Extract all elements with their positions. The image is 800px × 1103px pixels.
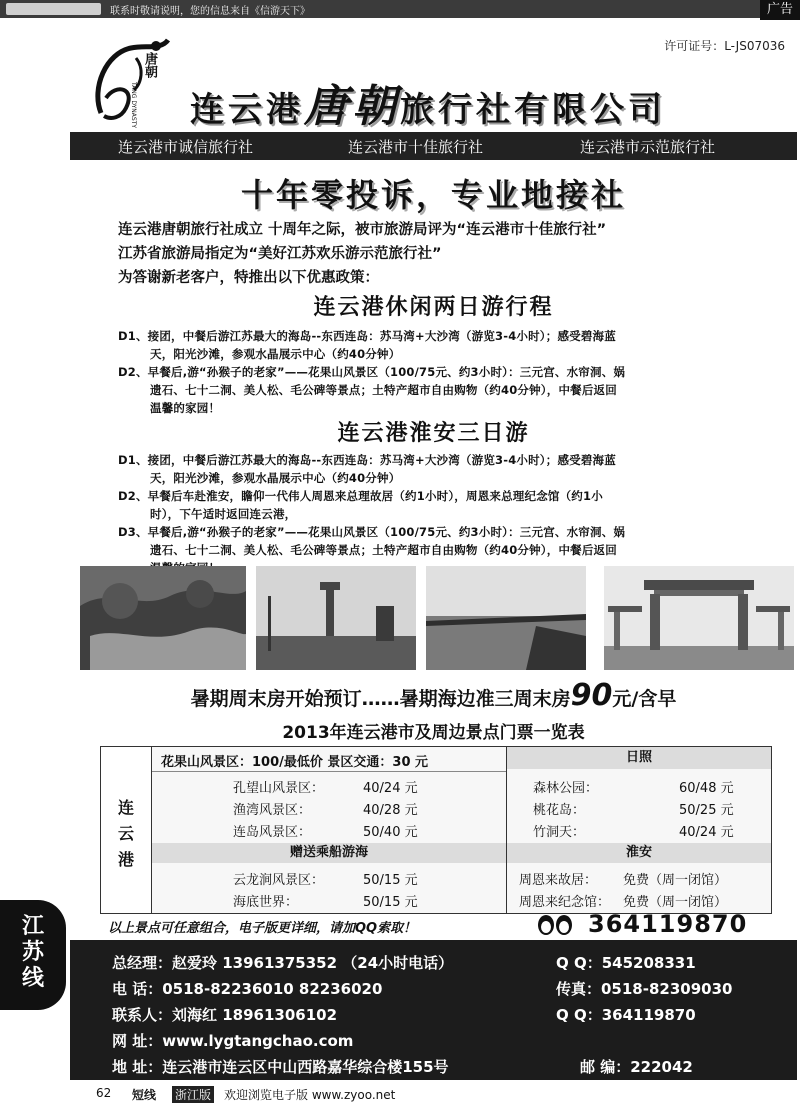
phone-line: 电 话：0518-82236010 82236020 bbox=[112, 980, 383, 998]
photo-rocky-coast bbox=[80, 566, 246, 670]
page-number: 62 bbox=[96, 1086, 112, 1100]
intro-line-3: 为答谢新老客户，特推出以下优惠政策： bbox=[118, 270, 379, 286]
contact-panel bbox=[70, 940, 797, 1080]
boat-price: 50/15 元 bbox=[363, 895, 418, 910]
honor-3: 连云港市示范旅行社 bbox=[580, 138, 716, 156]
rizhao-price: 50/25 元 bbox=[679, 803, 734, 818]
photo-seawall bbox=[426, 566, 586, 670]
photo-stone-archway bbox=[604, 566, 794, 670]
fax-line: 传真：0518-82309030 bbox=[556, 980, 733, 998]
route2-line: D3、早餐后,游“孙猴子的老家”——花果山风景区（100/75元、约3小时）：三元宫、水帘洞、娲 bbox=[118, 525, 626, 539]
ticket-table bbox=[100, 746, 772, 914]
intro-line-1: 连云港唐朝旅行社成立 十周年之际，被市旅游局评为“连云港市十佳旅行社” bbox=[118, 222, 607, 238]
promo-price: 90 bbox=[570, 678, 613, 713]
top-note: 联系时敬请说明，您的信息来自《信游天下》 bbox=[110, 6, 310, 17]
route2-title: 连云港淮安三日游 bbox=[337, 421, 530, 446]
route1-line: 天，阳光沙滩，参观水晶展示中心（约40分钟） bbox=[150, 347, 401, 361]
route1-line: 遗石、七十二洞、美人松、毛公碑等景点；土特产超市自由购物（约40分钟），中餐后返回 bbox=[150, 383, 617, 397]
lyg-price: 40/24 元 bbox=[363, 781, 418, 796]
huaguoshan-price: 花果山风景区：100/最低价 景区交通：30 元 bbox=[161, 755, 429, 770]
route1-title: 连云港休闲两日游行程 bbox=[313, 295, 554, 320]
ticket-table-title: 2013年连云港市及周边景点门票一览表 bbox=[282, 723, 585, 743]
lyg-name: 孔望山风景区： bbox=[233, 781, 325, 796]
rizhao-name: 竹洞天： bbox=[533, 825, 586, 840]
huaian-header: 淮安 bbox=[507, 843, 771, 863]
footer-note: 欢迎浏览电子版 www.zyoo.net bbox=[224, 1088, 396, 1102]
website-line: 网 址：www.lygtangchao.com bbox=[112, 1032, 354, 1050]
huaian-name: 周恩来故居： bbox=[519, 873, 598, 888]
route1-line: D1、接团，中餐后游江苏最大的海岛--东西连岛：苏马湾+大沙湾（游览3-4小时）；感受碧海蓝 bbox=[118, 329, 616, 343]
route1-line: 温馨的家园！ bbox=[150, 401, 221, 415]
route2-line: D1、接团，中餐后游江苏最大的海岛--东西连岛：苏马湾+大沙湾（游览3-4小时）；感受碧海蓝 bbox=[118, 453, 616, 467]
logo-subtext: TANG DYNASTY bbox=[130, 82, 137, 129]
company-prefix: 连云港 bbox=[190, 90, 304, 130]
lyg-price: 50/40 元 bbox=[363, 825, 418, 840]
logo-text: 唐朝 bbox=[142, 52, 157, 78]
photo-promenade bbox=[256, 566, 416, 670]
rizhao-price: 60/48 元 bbox=[679, 781, 734, 796]
company-name bbox=[190, 70, 666, 134]
page-footer bbox=[0, 1084, 800, 1102]
side-tab-jiangsu bbox=[0, 900, 66, 1010]
qq-number: 364119870 bbox=[588, 910, 748, 938]
ad-frame bbox=[70, 22, 797, 1080]
region-lianyungang bbox=[101, 747, 152, 913]
route2-line: D2、早餐后车赴淮安，瞻仰一代伟人周恩来总理故居（约1小时），周恩来总理纪念馆（约1小 bbox=[118, 489, 603, 503]
rizhao-price: 40/24 元 bbox=[679, 825, 734, 840]
intro-line-2: 江苏省旅游局指定为“美好江苏欢乐游示范旅行社” bbox=[118, 246, 442, 262]
license-number: 许可证号：L-JS07036 bbox=[664, 39, 785, 53]
rizhao-name: 森林公园： bbox=[533, 781, 599, 796]
route2-line: 天，阳光沙滩，参观水晶展示中心（约40分钟） bbox=[150, 471, 401, 485]
boat-price: 50/15 元 bbox=[363, 873, 418, 888]
top-bar bbox=[0, 0, 800, 18]
boat-name: 云龙涧风景区： bbox=[233, 873, 325, 888]
publication-logo bbox=[6, 3, 101, 15]
side-tab-text: 江 苏 线 bbox=[21, 914, 44, 991]
postcode-line: 邮 编：222042 bbox=[580, 1058, 693, 1076]
summer-promo bbox=[70, 678, 797, 713]
promo-text-2: 元/含早 bbox=[612, 688, 677, 710]
headline: 十年零投诉，专业地接社 bbox=[240, 176, 626, 214]
route2-line: 时），下午适时返回连云港， bbox=[150, 507, 297, 521]
promo-text-1: 暑期周末房开始预订……暑期海边准三周末房 bbox=[190, 688, 571, 710]
contact-person-line: 联系人：刘海红 18961306102 bbox=[112, 1006, 338, 1024]
company-suffix: 旅行社有限公司 bbox=[400, 90, 666, 130]
qq-line-1: Q Q：545208331 bbox=[556, 954, 696, 972]
lyg-name: 渔湾风景区： bbox=[233, 803, 312, 818]
combo-note: 以上景点可任意组合，电子版更详细，请加QQ索取！ bbox=[108, 921, 417, 936]
lyg-name: 连岛风景区： bbox=[233, 825, 312, 840]
huaian-price: 免费（周一闭馆） bbox=[623, 895, 728, 910]
route2-line: 遗石、七十二洞、美人松、毛公碑等景点；土特产超市自由购物（约40分钟），中餐后返回 bbox=[150, 543, 617, 557]
qq-line-2: Q Q：364119870 bbox=[556, 1006, 696, 1024]
section-name: 短线 bbox=[132, 1088, 157, 1102]
honor-2: 连云港市十佳旅行社 bbox=[348, 138, 484, 156]
manager-line: 总经理：赵爱玲 13961375352 （24小时电话） bbox=[112, 954, 454, 972]
company-brand: 唐朝 bbox=[304, 81, 400, 132]
route1-line: D2、早餐后,游“孙猴子的老家”——花果山风景区（100/75元、约3小时）：三元宫、水帘洞、娲 bbox=[118, 365, 626, 379]
rizhao-header: 日照 bbox=[507, 747, 771, 769]
honors-bar bbox=[70, 132, 797, 160]
ad-label: 广告 bbox=[760, 0, 800, 20]
rizhao-name: 桃花岛： bbox=[533, 803, 586, 818]
huaian-price: 免费（周一闭馆） bbox=[623, 873, 728, 888]
row-divider bbox=[152, 771, 506, 772]
boat-header: 赠送乘船游海 bbox=[152, 843, 506, 863]
column-divider bbox=[506, 747, 507, 913]
lyg-price: 40/28 元 bbox=[363, 803, 418, 818]
region-char: 连 云 港 bbox=[117, 798, 134, 869]
address-line: 地 址：连云港市连云区中山西路嘉华综合楼155号 bbox=[112, 1058, 449, 1076]
honor-1: 连云港市诚信旅行社 bbox=[118, 138, 254, 156]
huaian-name: 周恩来纪念馆： bbox=[519, 895, 611, 910]
edition-tag: 浙江版 bbox=[172, 1086, 214, 1103]
boat-name: 海底世界： bbox=[233, 895, 299, 910]
qq-penguin-icon bbox=[536, 913, 574, 935]
